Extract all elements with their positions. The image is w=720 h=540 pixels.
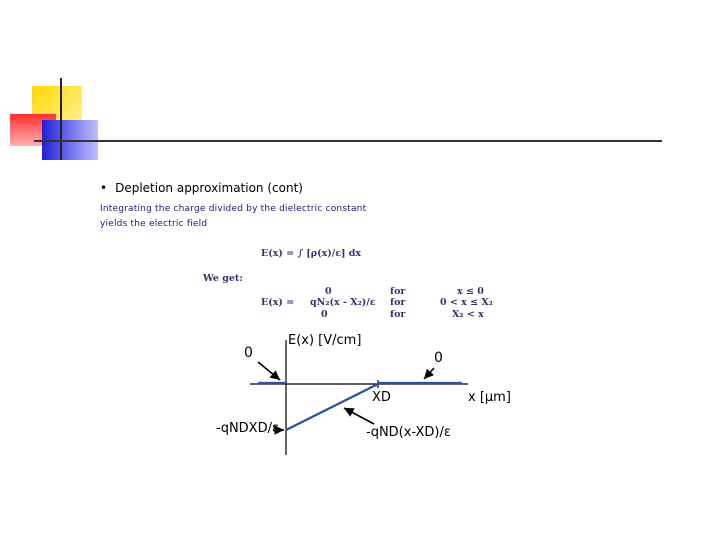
piecewise-for-3: for — [390, 309, 406, 320]
arrow-slope — [344, 408, 374, 424]
bullet-text: Depletion approximation (cont) — [115, 181, 303, 195]
bullet-dot: • — [100, 181, 108, 195]
piecewise-for-1: for — [390, 286, 406, 297]
slope-label: -qND(x-XD)/ε — [366, 425, 451, 440]
right-zero-label: 0 — [434, 350, 443, 366]
piecewise-value-1: 0 — [325, 286, 332, 297]
arrow-left-zero — [258, 362, 280, 380]
piecewise-cond-1: x ≤ 0 — [457, 286, 484, 297]
piecewise-lhs: E(x) = — [261, 297, 295, 308]
piecewise-value-2: qN₂(x - X₂)/ε — [310, 297, 376, 308]
we-get-label: We get: — [203, 273, 243, 284]
x-axis-label: x [μm] — [468, 390, 511, 405]
y-axis-label: E(x) [V/cm] — [288, 333, 362, 348]
piecewise-cond-2: 0 < x ≤ X₂ — [440, 297, 493, 308]
piecewise-value-3: 0 — [321, 309, 328, 320]
xd-label: XD — [372, 390, 391, 405]
sub-line-1: Integrating the charge divided by the dielectric constant — [100, 204, 367, 214]
left-zero-label: 0 — [244, 345, 253, 361]
integral-equation: E(x) = ∫ [ρ(x)/ε] dx — [261, 248, 362, 259]
arrow-right-zero — [424, 368, 434, 379]
piecewise-for-2: for — [390, 297, 406, 308]
sub-line-2: yields the electric field — [100, 219, 208, 229]
field-linear-segment — [286, 384, 378, 430]
min-value-label: -qNDXD/ε — [216, 421, 280, 436]
piecewise-cond-3: X₂ < x — [452, 309, 484, 320]
